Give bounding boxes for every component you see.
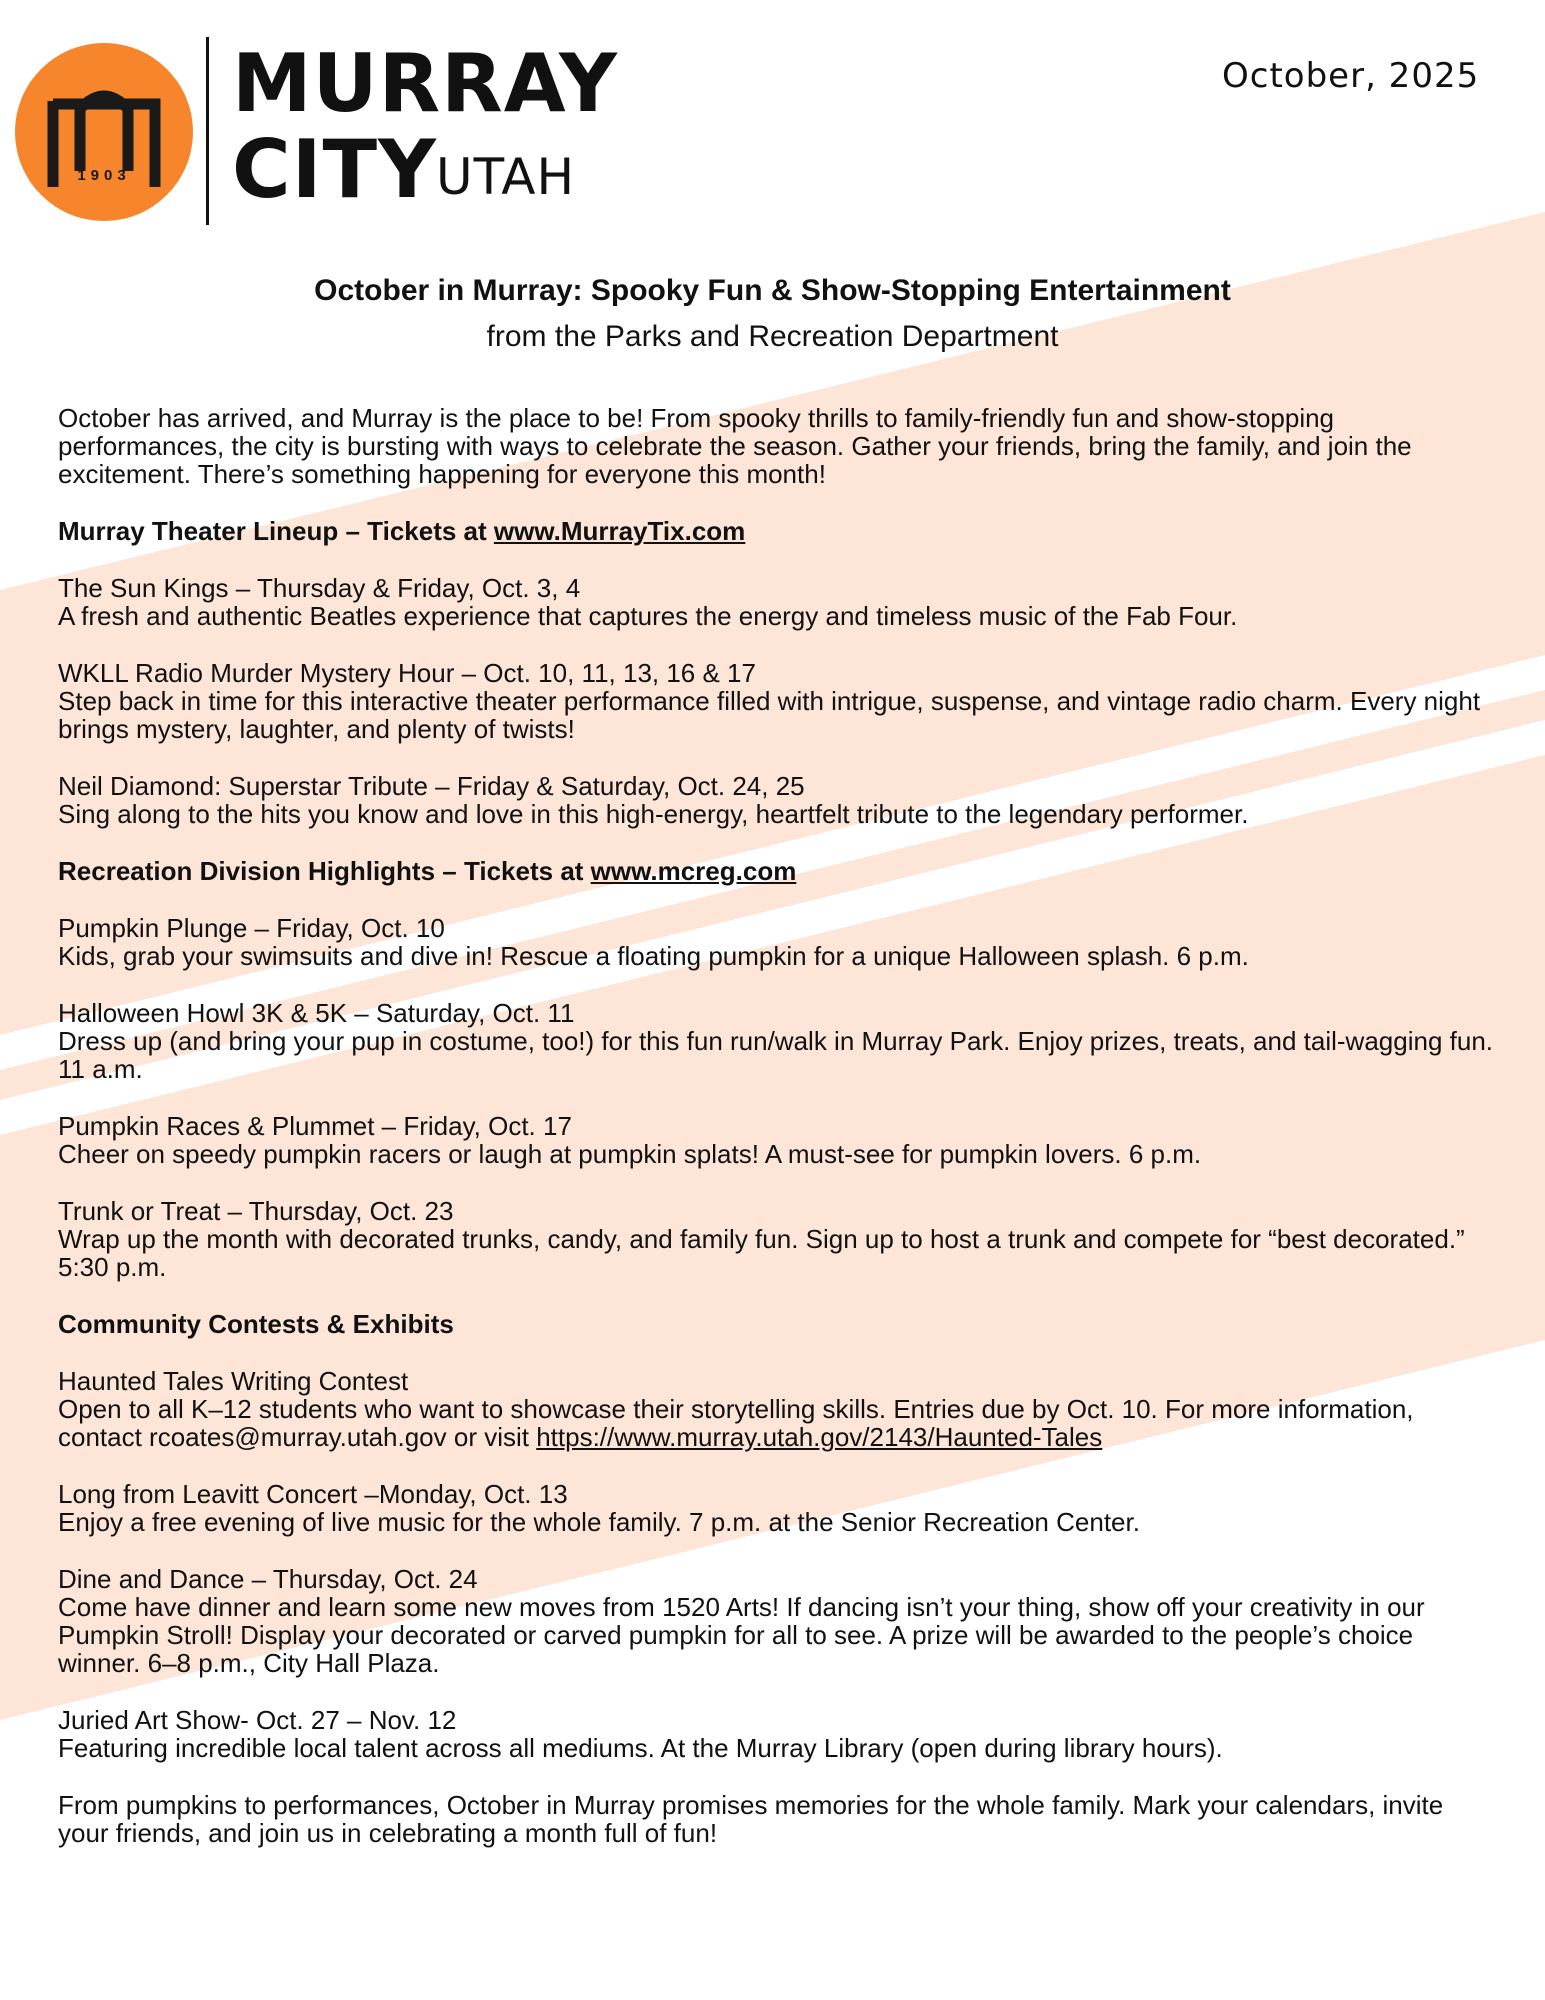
theater-heading-text: Murray Theater Lineup – Tickets at bbox=[58, 516, 494, 546]
murraytix-link[interactable]: www.MurrayTix.com bbox=[493, 516, 746, 546]
event-description: Kids, grab your swimsuits and dive in! Rescue a floating pumpkin for a unique Halloween splash. 6 p.m. bbox=[58, 941, 1249, 971]
event-title: Pumpkin Races & Plummet – Friday, Oct. 17 bbox=[58, 1111, 572, 1141]
murray-m-icon bbox=[15, 43, 193, 221]
event-description: Step back in time for this interactive theater performance filled with intrigue, suspense, and vintage radio charm. Every night brings mystery, laughter, and plenty of twists! bbox=[58, 686, 1481, 744]
logo-badge bbox=[15, 43, 193, 221]
event-title: The Sun Kings – Thursday & Friday, Oct. 3, 4 bbox=[58, 573, 581, 603]
haunted-tales-link[interactable]: https://www.murray.utah.gov/2143/Haunted-Tales bbox=[536, 1422, 1103, 1452]
event-description: Enjoy a free evening of live music for the whole family. 7 p.m. at the Senior Recreation Center. bbox=[58, 1507, 1140, 1537]
event-item bbox=[58, 1197, 1498, 1281]
recreation-heading-text: Recreation Division Highlights – Tickets at bbox=[58, 856, 591, 886]
logo-year: 1903 bbox=[77, 167, 131, 184]
event-item bbox=[58, 1480, 1498, 1536]
event-description: Open to all K–12 students who want to showcase their storytelling skills. Entries due by Oct. 10. For more information, contact rcoates@murray.utah.gov or visit bbox=[58, 1394, 1414, 1452]
event-description: Sing along to the hits you know and love in this high-energy, heartfelt tribute to the legendary performer. bbox=[58, 799, 1249, 829]
event-item bbox=[58, 659, 1498, 743]
event-item bbox=[58, 1565, 1498, 1677]
event-item bbox=[58, 574, 1498, 630]
document-date: October, 2025 bbox=[1222, 56, 1480, 96]
event-item bbox=[58, 772, 1498, 828]
event-item bbox=[58, 999, 1498, 1083]
community-heading: Community Contests & Exhibits bbox=[58, 1309, 454, 1339]
event-item bbox=[58, 1112, 1498, 1168]
event-title: Dine and Dance – Thursday, Oct. 24 bbox=[58, 1564, 478, 1594]
document-subtitle: from the Parks and Recreation Department bbox=[486, 320, 1059, 353]
recreation-heading bbox=[58, 857, 1498, 885]
event-title: Pumpkin Plunge – Friday, Oct. 10 bbox=[58, 913, 445, 943]
logo-wordmark-utah: UTAH bbox=[436, 148, 576, 206]
theater-heading bbox=[58, 517, 1498, 545]
document-body bbox=[58, 404, 1498, 1876]
event-title: Haunted Tales Writing Contest bbox=[58, 1366, 409, 1396]
event-title: WKLL Radio Murder Mystery Hour – Oct. 10, 11, 13, 16 & 17 bbox=[58, 658, 756, 688]
event-description: Featuring incredible local talent across all mediums. At the Murray Library (open during library hours). bbox=[58, 1733, 1223, 1763]
event-item bbox=[58, 914, 1498, 970]
event-description: Cheer on speedy pumpkin racers or laugh at pumpkin splats! A must-see for pumpkin lovers. 6 p.m. bbox=[58, 1139, 1202, 1169]
event-description: Wrap up the month with decorated trunks, candy, and family fun. Sign up to host a trunk and compete for “best decorated.” 5:30 p.m. bbox=[58, 1224, 1465, 1282]
event-title: Trunk or Treat – Thursday, Oct. 23 bbox=[58, 1196, 454, 1226]
event-description: Come have dinner and learn some new moves from 1520 Arts! If dancing isn’t your thing, show off your creativity in our Pumpkin Stroll! Display your decorated or carved pumpkin for all to see. A prize will be awarded to the people’s choice winner. 6–8 p.m., City Hall Plaza. bbox=[58, 1592, 1425, 1678]
event-item bbox=[58, 1367, 1498, 1451]
logo-divider bbox=[206, 37, 209, 225]
logo-wordmark-city: CITY bbox=[232, 123, 437, 216]
logo-wordmark-murray: MURRAY bbox=[232, 37, 618, 130]
closing-paragraph: From pumpkins to performances, October in Murray promises memories for the whole family. Mark your calendars, invite your friends, and join us in celebrating a month full of fun! bbox=[58, 1790, 1444, 1848]
event-title: Neil Diamond: Superstar Tribute – Friday & Saturday, Oct. 24, 25 bbox=[58, 771, 805, 801]
event-title: Long from Leavitt Concert –Monday, Oct. 13 bbox=[58, 1479, 568, 1509]
event-title: Halloween Howl 3K & 5K – Saturday, Oct. 11 bbox=[58, 998, 575, 1028]
event-item bbox=[58, 1706, 1498, 1762]
mcreg-link[interactable]: www.mcreg.com bbox=[590, 856, 797, 886]
event-description: Dress up (and bring your pup in costume, too!) for this fun run/walk in Murray Park. Enjoy prizes, treats, and tail-wagging fun. 11 a.m. bbox=[58, 1026, 1494, 1084]
event-title: Juried Art Show- Oct. 27 – Nov. 12 bbox=[58, 1705, 457, 1735]
event-description: A fresh and authentic Beatles experience that captures the energy and timeless music of the Fab Four. bbox=[58, 601, 1238, 631]
document-title: October in Murray: Spooky Fun & Show-Stopping Entertainment bbox=[314, 274, 1231, 307]
intro-paragraph: October has arrived, and Murray is the place to be! From spooky thrills to family-friendly fun and show-stopping performances, the city is bursting with ways to celebrate the season. Gather your friends, bring the family, and join the excitement. There’s something happening for everyone this month! bbox=[58, 403, 1412, 489]
